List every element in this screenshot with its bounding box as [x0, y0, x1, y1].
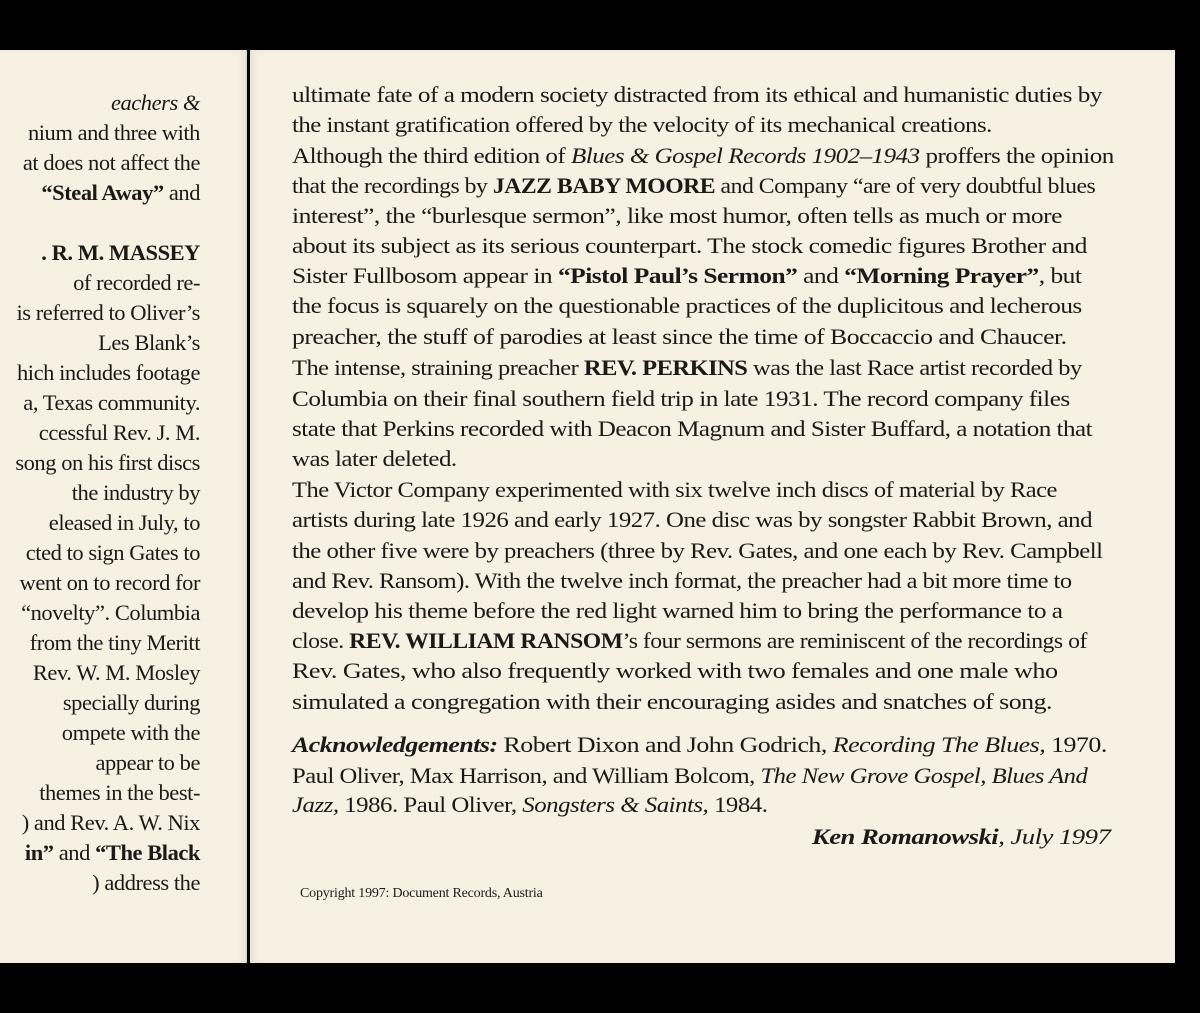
- left_page-line: [62, 718, 200, 748]
- text-segment: artists during late 1926 and early 1927. One disc was by songster Rabbit Brown, and: [292, 507, 1092, 532]
- right_page-line: [292, 475, 1057, 505]
- text-segment: Rev. Gates, who also frequently worked with two females and one male who: [292, 658, 1058, 683]
- right_page-line: [292, 536, 1103, 566]
- left_page-line: [23, 148, 200, 178]
- text-segment: ccessful Rev. J. M.: [38, 420, 200, 445]
- text-segment: The New Grove Gospel, Blues And: [760, 763, 1088, 788]
- text-segment: , but: [1038, 263, 1082, 288]
- right_page-line: [292, 761, 1087, 791]
- text-segment: Les Blank’s: [98, 330, 200, 355]
- left_page-line: [39, 418, 200, 448]
- text-segment: specially during: [62, 690, 200, 715]
- text-segment: nium and three with: [27, 120, 200, 145]
- text-segment: proffers the opinion: [919, 143, 1114, 168]
- text-segment: REV. PERKINS: [583, 355, 748, 380]
- right_page-line: [292, 261, 1081, 291]
- right_page-line: [292, 656, 1058, 686]
- left_page-line: [73, 268, 200, 298]
- text-segment: ompete with the: [61, 720, 200, 745]
- right_page-line: [292, 80, 1102, 110]
- text-segment: went on to record for: [19, 570, 200, 595]
- text-segment: ) address the: [92, 870, 200, 895]
- text-segment: Acknowledgements:: [292, 732, 498, 757]
- text-segment: and Company “are of very doubtful blues: [715, 173, 1096, 198]
- left_page-line: [25, 838, 200, 868]
- text-segment: and: [163, 180, 200, 205]
- left_page-line: [28, 118, 200, 148]
- text-segment: , July 1997: [997, 824, 1110, 849]
- text-segment: and Rev. Ransom). With the twelve inch format, the preacher had a bit more time to: [292, 568, 1072, 593]
- left_page-line: [15, 448, 200, 478]
- right_page-line: [292, 687, 1052, 717]
- text-segment: was the last Race artist recorded by: [747, 355, 1082, 380]
- left_page-line: [95, 748, 200, 778]
- text-segment: “novelty”. Columbia: [21, 600, 200, 625]
- left_page-line: [111, 88, 200, 118]
- right_page-line: [292, 171, 1095, 201]
- left_page-line: [21, 598, 200, 628]
- left_page-line: [20, 568, 200, 598]
- right_page-line: [292, 231, 1087, 261]
- right_page-line: [292, 730, 1107, 760]
- text-segment: Jazz,: [292, 792, 339, 817]
- text-segment: The intense, straining preacher: [292, 355, 584, 380]
- text-segment: at does not affect the: [22, 150, 200, 175]
- text-segment: from the tiny Meritt: [29, 630, 200, 655]
- text-segment: a, Texas community.: [23, 390, 200, 415]
- text-segment: Paul Oliver, Max Harrison, and William Bolcom,: [292, 763, 761, 788]
- left_page-line: [63, 688, 200, 718]
- right_page-line: [292, 414, 1092, 444]
- text-segment: 1970.: [1045, 732, 1107, 757]
- text-segment: interest”, the “burlesque sermon”, like most humor, often tells as much or more: [292, 203, 1062, 228]
- text-segment: themes in the best-: [39, 780, 200, 805]
- right_page-line: [292, 384, 1070, 414]
- text-segment: hich includes footage: [17, 360, 200, 385]
- text-segment: cted to sign Gates to: [25, 540, 200, 565]
- text-segment: Recording The Blues,: [832, 732, 1046, 757]
- left_page-line: [49, 508, 200, 538]
- left_page-line: [72, 478, 200, 508]
- right_page-line: [292, 291, 1082, 321]
- text-segment: the focus is squarely on the questionable practices of the duplicitous and lecherous: [292, 293, 1082, 318]
- text-segment: was later deleted.: [292, 446, 457, 471]
- text-segment: appear to be: [95, 750, 200, 775]
- left_page-line: [30, 628, 200, 658]
- text-segment: 1986. Paul Oliver,: [338, 792, 523, 817]
- text-segment: is referred to Oliver’s: [16, 300, 200, 325]
- text-segment: REV. WILLIAM RANSOM: [349, 628, 623, 653]
- text-segment: “Steal Away”: [41, 180, 164, 205]
- text-segment: Sister Fullbosom appear in: [292, 263, 558, 288]
- left_page-line: [41, 178, 200, 208]
- left_page-line: [98, 328, 200, 358]
- text-segment: the other five were by preachers (three by Rev. Gates, and one each by Rev. Campbell: [292, 538, 1103, 563]
- right_page-line: [292, 596, 1063, 626]
- text-segment: develop his theme before the red light warned him to bring the performance to a: [292, 598, 1063, 623]
- right_page-line: [292, 353, 1082, 383]
- text-segment: and: [53, 840, 96, 865]
- text-segment: Ken Romanowski: [811, 824, 998, 849]
- text-segment: Songsters & Saints,: [522, 792, 709, 817]
- text-segment: preacher, the stuff of parodies at least since the time of Boccaccio and Chaucer.: [292, 324, 1067, 349]
- text-segment: Rev. W. M. Mosley: [32, 660, 200, 685]
- text-segment: Columbia on their final southern field trip in late 1931. The record company files: [292, 386, 1070, 411]
- left_page-line: [26, 538, 200, 568]
- text-segment: ’s four sermons are reminiscent of the recordings of: [622, 628, 1087, 653]
- text-segment: in”: [24, 840, 54, 865]
- left_page-line: [33, 658, 200, 688]
- text-segment: 1984.: [708, 792, 768, 817]
- text-segment: eleased in July, to: [48, 510, 200, 535]
- text-segment: eachers &: [110, 90, 200, 115]
- text-segment: Although the third edition of: [292, 143, 572, 168]
- right_page-line: [292, 626, 1087, 656]
- text-segment: ) and Rev. A. W. Nix: [21, 810, 200, 835]
- right_page-line: [292, 322, 1067, 352]
- text-segment: song on his first discs: [15, 450, 200, 475]
- text-segment: “The Black: [95, 840, 200, 865]
- text-segment: the industry by: [71, 480, 200, 505]
- text-segment: JAZZ BABY MOORE: [492, 173, 716, 198]
- text-segment: “Pistol Paul’s Sermon”: [557, 263, 798, 288]
- text-segment: about its subject as its serious counterpart. The stock comedic figures Brother and: [292, 233, 1087, 258]
- text-segment: that the recordings by: [292, 173, 493, 198]
- left-page: [0, 50, 247, 963]
- text-segment: close.: [292, 628, 350, 653]
- left_page-line: [16, 298, 200, 328]
- text-segment: and: [797, 263, 845, 288]
- text-segment: state that Perkins recorded with Deacon Magnum and Sister Buffard, a notation that: [292, 416, 1093, 441]
- left_page-line: [22, 808, 200, 838]
- right_page-line: [292, 444, 457, 474]
- right_page-line: [292, 790, 767, 820]
- text-segment: The Victor Company experimented with six twelve inch discs of material by Race: [292, 477, 1057, 502]
- text-segment: Robert Dixon and John Godrich,: [497, 732, 833, 757]
- left_page-line: [39, 778, 200, 808]
- right_page-line: [292, 110, 992, 140]
- text-segment: . R. M. MASSEY: [41, 240, 200, 265]
- text-segment: Blues & Gospel Records 1902–1943: [571, 143, 920, 168]
- right_page-line: [292, 141, 1114, 171]
- right-page: [250, 50, 1175, 963]
- text-segment: of recorded re-: [73, 270, 200, 295]
- left_page-line: [17, 358, 200, 388]
- copyright-notice: Copyright 1997: Document Records, Austria: [300, 886, 543, 901]
- left_page-line: [92, 868, 200, 898]
- text-segment: simulated a congregation with their encouraging asides and snatches of song.: [292, 689, 1052, 714]
- right_page-line: [292, 201, 1062, 231]
- right_page-line: [812, 822, 1110, 852]
- text-segment: “Morning Prayer”: [844, 263, 1039, 288]
- text-segment: the instant gratification offered by the velocity of its mechanical creations.: [292, 112, 992, 137]
- left_page-line: [23, 388, 200, 418]
- left_page-line: [41, 238, 200, 268]
- right_page-line: [292, 566, 1072, 596]
- text-segment: ultimate fate of a modern society distracted from its ethical and humanistic duties by: [292, 82, 1102, 107]
- right_page-line: [292, 505, 1092, 535]
